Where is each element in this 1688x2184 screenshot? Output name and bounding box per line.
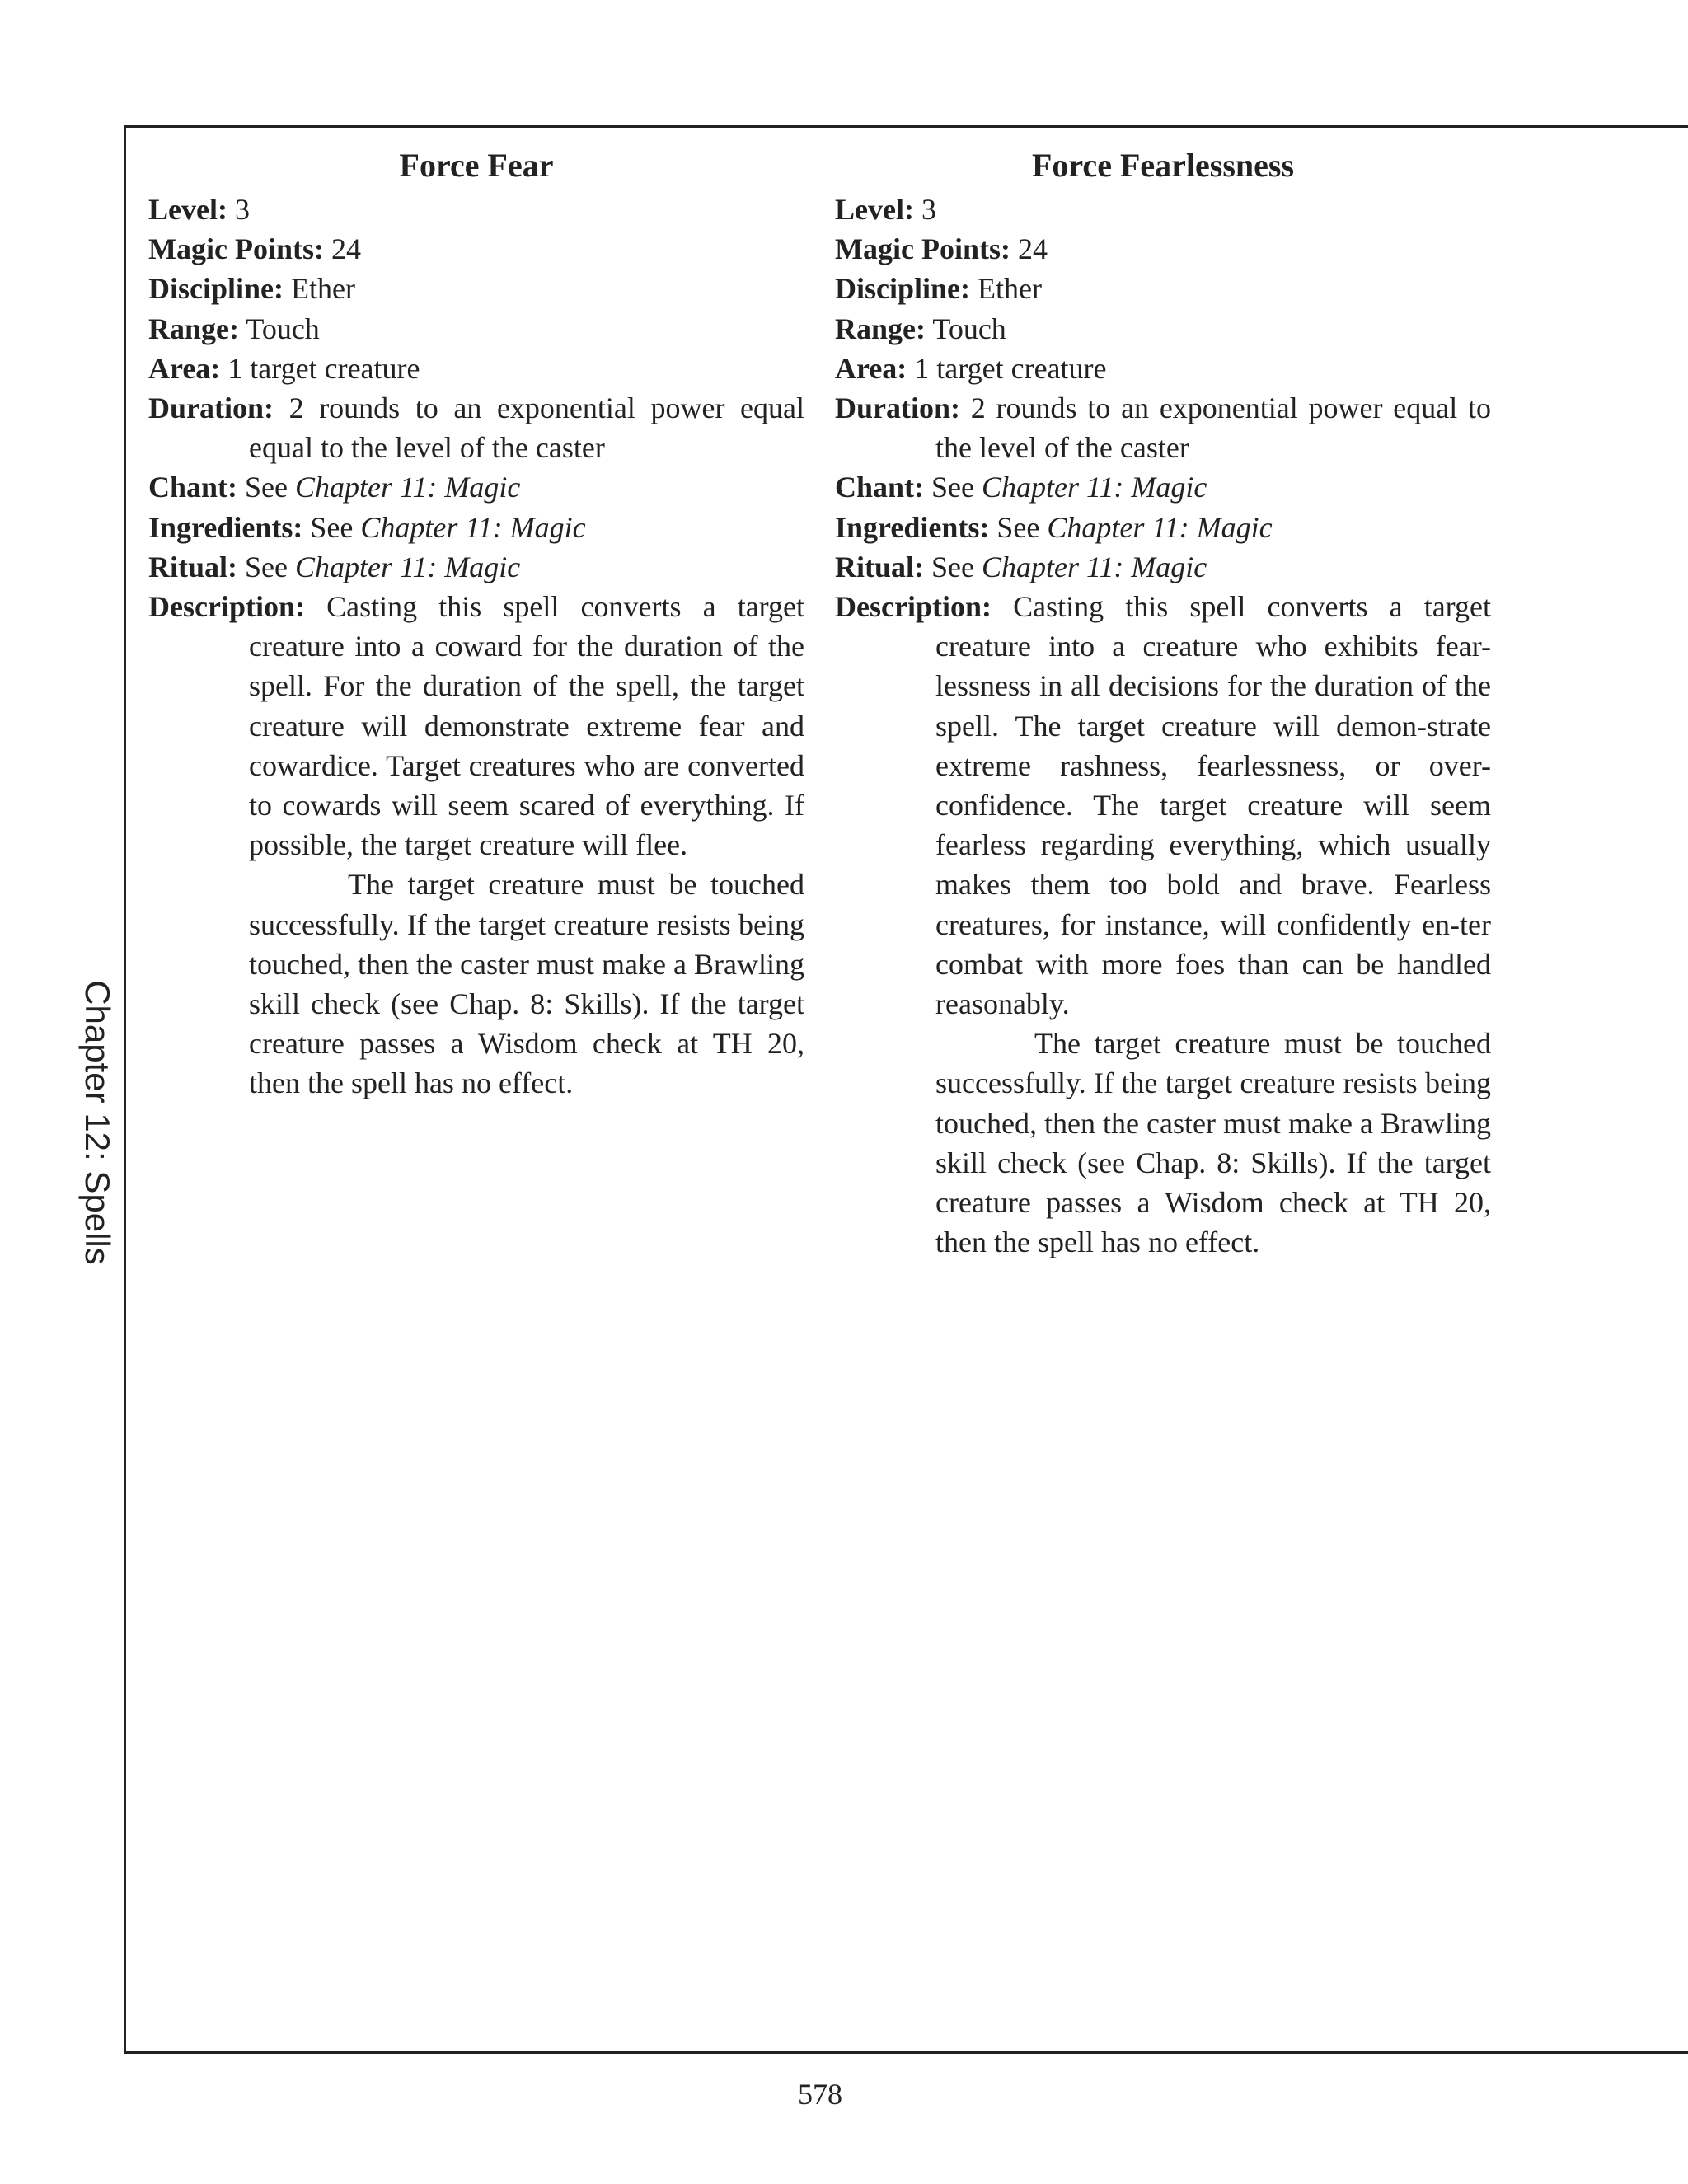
- range-field: [148, 309, 804, 349]
- chant-label: Chant:: [835, 471, 925, 504]
- chapter-side-label: Chapter 12: Spells: [78, 980, 117, 1265]
- ritual-prefix: See: [924, 550, 982, 583]
- range-label: Range:: [835, 312, 926, 345]
- chant-field: [148, 467, 804, 507]
- level-field: [835, 190, 1491, 229]
- description-paragraph-2: [835, 1024, 1491, 1262]
- level-field: [148, 190, 804, 229]
- ingredients-reference: Chapter 11: Magic: [1047, 510, 1273, 544]
- ritual-field: [148, 547, 804, 587]
- area-label: Area:: [835, 351, 907, 385]
- range-value: Touch: [239, 312, 320, 345]
- duration-value: 2 rounds to an exponential power equal equal to the level of the caster: [249, 391, 804, 465]
- area-field: [148, 349, 804, 388]
- chant-field: [835, 467, 1491, 507]
- duration-field: [148, 388, 804, 467]
- ingredients-reference: Chapter 11: Magic: [360, 510, 586, 544]
- description-paragraph-1: Casting this spell converts a target creature into a coward for the duration of the spell. For the duration of the spell, the target creature will demonstrate extreme fear and cowardice. Target creatures who are converted to cowards will seem scared of everything. If possible, the target creature will flee.: [249, 590, 804, 862]
- level-value: 3: [227, 193, 250, 226]
- ritual-field: [835, 547, 1491, 587]
- description-text-2a: The target creature must be touched successfully. If the target creature resists being touched, then the caster must make a Brawling skill check (see: [935, 1027, 1491, 1179]
- duration-label: Duration:: [148, 391, 274, 425]
- description-text-2a: The target creature must be touched successfully. If the target creature resists being touched, then the caster must make a Brawling skill check (see: [249, 868, 804, 1021]
- description-paragraph-1: Casting this spell converts a target creature into a creature who exhibits fear-lessness in all decisions for the duration of the spell. The target creature will demon-strate extreme rashness, fearlessness, or over-confidence. The target creature will seem fearless regarding everything, which usually makes them too bold and brave. Fearless creatures, for instance, will confidently en-ter combat with more foes than can be handled reasonably.: [935, 590, 1491, 1021]
- spell-entry-force-fear: [148, 142, 804, 1104]
- ingredients-prefix: See: [302, 510, 361, 544]
- discipline-field: [835, 269, 1491, 308]
- area-value: 1 target creature: [220, 351, 420, 385]
- description-text-2b: ). If the target creature passes a Wisdom check at TH 20, then the spell has no effect.: [249, 987, 805, 1100]
- magic-points-label: Magic Points:: [148, 232, 324, 266]
- area-field: [835, 349, 1491, 388]
- spell-title: Force Fear: [399, 147, 554, 184]
- ingredients-label: Ingredients:: [148, 510, 303, 544]
- discipline-value: Ether: [284, 272, 355, 306]
- area-value: 1 target creature: [907, 351, 1107, 385]
- range-label: Range:: [148, 312, 239, 345]
- ingredients-field: [148, 508, 804, 547]
- description-label: Description:: [148, 590, 305, 624]
- page-number: 578: [798, 2078, 842, 2111]
- description-text-2b: ). If the target creature passes a Wisdom check at TH 20, then the spell has no effect.: [935, 1146, 1492, 1259]
- chant-reference: Chapter 11: Magic: [982, 471, 1207, 504]
- chant-label: Chant:: [148, 471, 238, 504]
- range-field: [835, 309, 1491, 349]
- duration-field: [835, 388, 1491, 467]
- magic-points-value: 24: [1010, 232, 1048, 266]
- spell-title: Force Fearlessness: [1031, 147, 1295, 184]
- discipline-field: [148, 269, 804, 308]
- ingredients-prefix: See: [989, 510, 1048, 544]
- magic-points-field: [148, 229, 804, 269]
- chant-prefix: See: [924, 471, 982, 504]
- ingredients-label: Ingredients:: [835, 510, 990, 544]
- duration-label: Duration:: [835, 391, 960, 425]
- level-value: 3: [913, 193, 936, 226]
- spell-entry-force-fearlessness: [835, 142, 1491, 1262]
- level-label: Level:: [835, 193, 914, 226]
- description-paragraph-2: [148, 865, 804, 1103]
- area-label: Area:: [148, 351, 221, 385]
- discipline-label: Discipline:: [835, 272, 971, 306]
- chant-reference: Chapter 11: Magic: [295, 471, 521, 504]
- description-label: Description:: [835, 590, 992, 624]
- ingredients-field: [835, 508, 1491, 547]
- skills-reference: Chap. 8: Skills: [449, 987, 632, 1021]
- range-value: Touch: [926, 312, 1006, 345]
- magic-points-field: [835, 229, 1491, 269]
- description-field: [148, 587, 804, 865]
- ritual-label: Ritual:: [835, 550, 924, 583]
- magic-points-value: 24: [323, 232, 361, 266]
- ritual-reference: Chapter 11: Magic: [981, 550, 1207, 583]
- ritual-label: Ritual:: [148, 550, 237, 583]
- discipline-value: Ether: [970, 272, 1042, 306]
- discipline-label: Discipline:: [148, 272, 284, 306]
- ritual-prefix: See: [237, 550, 295, 583]
- description-field: [835, 587, 1491, 1024]
- level-label: Level:: [148, 193, 227, 226]
- chant-prefix: See: [237, 471, 296, 504]
- ritual-reference: Chapter 11: Magic: [294, 550, 521, 583]
- duration-value: 2 rounds to an exponential power equal to the level of the caster: [935, 391, 1491, 465]
- magic-points-label: Magic Points:: [835, 232, 1010, 266]
- skills-reference: Chap. 8: Skills: [1136, 1146, 1319, 1179]
